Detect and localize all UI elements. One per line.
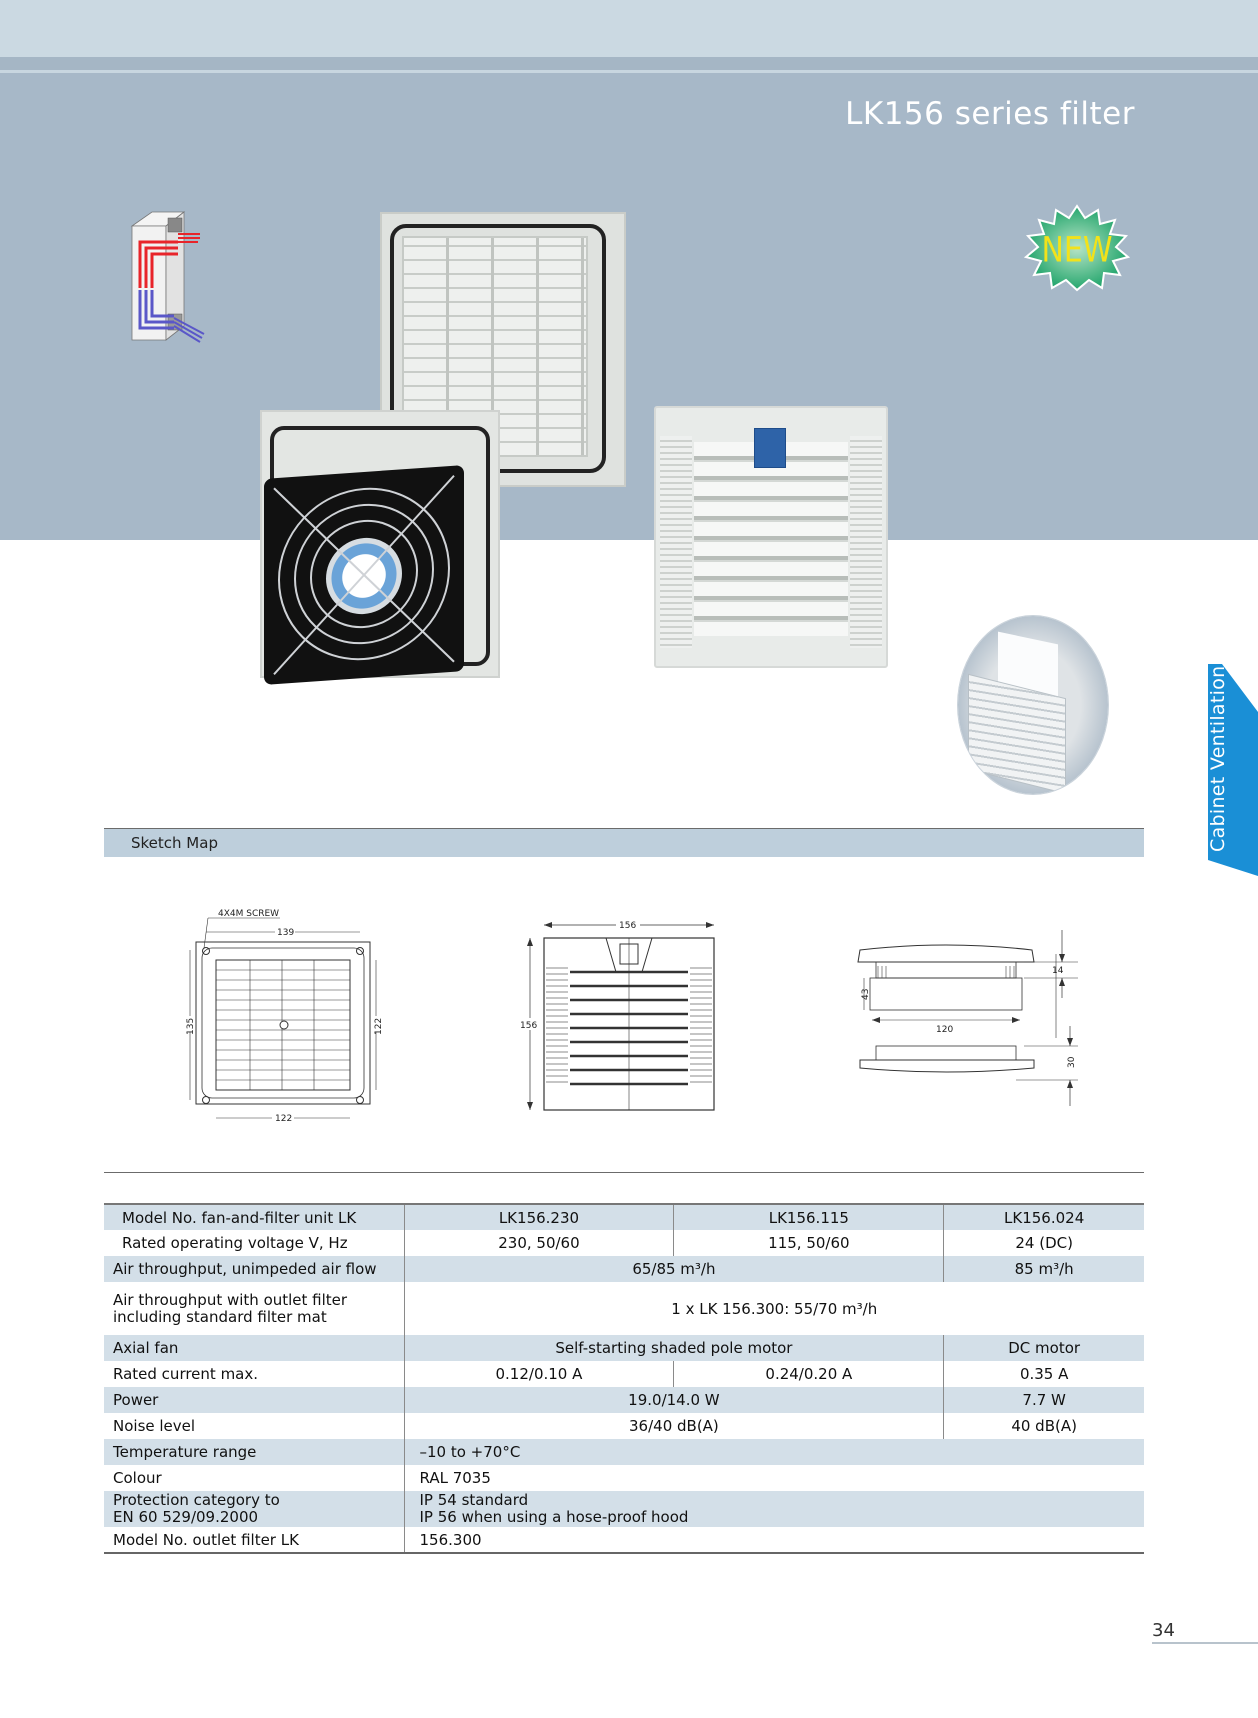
row-label — [104, 1282, 404, 1335]
table-row — [104, 1491, 1144, 1527]
screw-label: 4X4M SCREW — [218, 909, 280, 919]
spec-table — [104, 1203, 1144, 1554]
table-cell: 24 (DC) — [1015, 1234, 1073, 1252]
brand-logo-icon — [754, 428, 786, 468]
dim-139: 139 — [277, 928, 295, 938]
table-cell: 40 dB(A) — [1011, 1417, 1077, 1435]
table-cell: Self-starting shaded pole motor — [404, 1335, 944, 1361]
table-row — [104, 1527, 1144, 1553]
sketch-side-dimensions — [856, 920, 1096, 1124]
top-band — [0, 0, 1258, 57]
table-cell: 7.7 W — [944, 1387, 1144, 1413]
table-cell: 0.24/0.20 A — [674, 1361, 944, 1387]
table-cell: 19.0/14.0 W — [404, 1387, 944, 1413]
page-number-underline — [1152, 1642, 1258, 1644]
dim-122-right: 122 — [374, 1017, 384, 1035]
row-label: Colour — [104, 1465, 404, 1491]
table-cell: 85 m³/h — [944, 1256, 1144, 1282]
row-label: Air throughput, unimpeded air flow — [104, 1256, 404, 1282]
section-tab-label: Cabinet Ventilation — [1207, 665, 1229, 852]
dim-120: 120 — [936, 1025, 954, 1035]
row-label-line: EN 60 529/09.2000 — [113, 1508, 259, 1526]
row-label — [104, 1491, 404, 1527]
sketch-front-dimensions — [180, 904, 400, 1128]
page-number: 34 — [1152, 1620, 1175, 1641]
table-cell: –10 to +70°C — [404, 1439, 1144, 1465]
page-title: LK156 series filter — [845, 96, 1135, 132]
sketch-map-title: Sketch Map — [131, 834, 218, 852]
table-row — [104, 1413, 1144, 1439]
row-label-line: Protection category to — [113, 1491, 280, 1509]
outlet-filter-image — [654, 406, 888, 668]
dim-122-bottom: 122 — [275, 1114, 293, 1124]
row-label: Rated operating voltage V, Hz — [104, 1230, 404, 1256]
cell-line: IP 54 standard — [419, 1491, 529, 1509]
table-row — [104, 1361, 1144, 1387]
dim-156-width: 156 — [619, 921, 637, 931]
cell-model-115: LK156.115 — [674, 1204, 944, 1230]
row-label: Model No. fan-and-filter unit LK — [104, 1204, 404, 1230]
table-cell: 65/85 m³/h — [404, 1256, 944, 1282]
row-label-line: Air throughput with outlet filter — [113, 1290, 348, 1309]
dim-43: 43 — [861, 988, 871, 1000]
dim-135: 135 — [186, 1017, 196, 1035]
sketch-outlet-dimensions — [520, 910, 740, 1124]
table-row — [104, 1387, 1144, 1413]
row-label: Temperature range — [104, 1439, 404, 1465]
sketch-map-header — [104, 829, 1144, 857]
new-badge-label: NEW — [1041, 229, 1113, 271]
dim-14: 14 — [1052, 966, 1064, 976]
table-cell: 0.12/0.10 A — [404, 1361, 674, 1387]
new-badge — [1022, 204, 1132, 292]
table-cell: 36/40 dB(A) — [404, 1413, 944, 1439]
filter-mat-closeup-image — [958, 616, 1108, 794]
table-cell: DC motor — [944, 1335, 1144, 1361]
row-label: Power — [104, 1387, 404, 1413]
table-cell: 115, 50/60 — [674, 1230, 944, 1256]
table-cell: 230, 50/60 — [404, 1230, 674, 1256]
table-row — [104, 1439, 1144, 1465]
cell-model-230: LK156.230 — [404, 1204, 674, 1230]
dim-156-height: 156 — [520, 1021, 538, 1031]
table-cell: 0.35 A — [1019, 1365, 1069, 1383]
dim-30: 30 — [1067, 1056, 1077, 1068]
table-cell: RAL 7035 — [419, 1469, 491, 1487]
airflow-diagram-image — [122, 208, 206, 344]
table-cell: 1 x LK 156.300: 55/70 m³/h — [671, 1299, 878, 1318]
cell-line: IP 56 when using a hose-proof hood — [419, 1508, 689, 1526]
cell-model-024: LK156.024 — [944, 1204, 1144, 1230]
hero-stripe — [0, 57, 1258, 73]
fan-unit-image — [258, 410, 502, 700]
row-label: Axial fan — [104, 1335, 404, 1361]
table-row — [104, 1230, 1144, 1256]
row-label: Model No. outlet filter LK — [104, 1527, 404, 1553]
table-row — [104, 1282, 1144, 1335]
table-row — [104, 1256, 1144, 1282]
row-label: Noise level — [104, 1413, 404, 1439]
table-cell: 156.300 — [419, 1530, 482, 1549]
table-row — [104, 1204, 1144, 1230]
divider — [104, 1172, 1144, 1173]
table-row — [104, 1465, 1144, 1491]
table-cell — [404, 1491, 1144, 1527]
table-row — [104, 1335, 1144, 1361]
row-label-line: including standard filter mat — [113, 1307, 327, 1326]
row-label: Rated current max. — [104, 1361, 404, 1387]
